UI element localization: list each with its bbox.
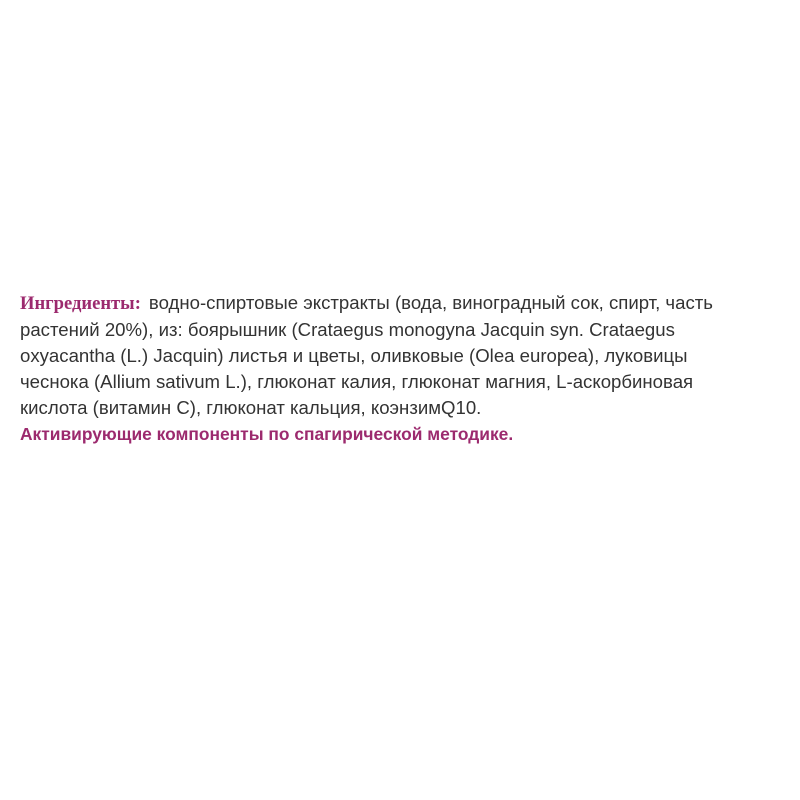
activating-components-note: Активирующие компоненты по спагирической методике. [20, 424, 514, 444]
ingredients-line-3: oxyacantha (L.) Jacquin) листья и цветы, оливковые (Olea europea), луковицы [20, 345, 688, 366]
ingredients-line-4: чеснока (Allium sativum L.), глюконат калия, глюконат магния, L-аскорбиновая [20, 371, 694, 392]
ingredients-line-1 [20, 290, 790, 317]
ingredients-line-2: растений 20%), из: боярышник (Crataegus monogyna Jacquin syn. Crataegus [20, 319, 675, 340]
product-composition [20, 290, 790, 447]
ingredients-paragraph [20, 290, 790, 421]
ingredients-line-5: кислота (витамин С), глюконат кальция, коэнзимQ10. [20, 397, 482, 418]
ingredients-text-1: водно-спиртовые экстракты (вода, виноградный сок, спирт, часть [148, 292, 713, 313]
ingredients-label: Ингредиенты: [20, 293, 141, 314]
